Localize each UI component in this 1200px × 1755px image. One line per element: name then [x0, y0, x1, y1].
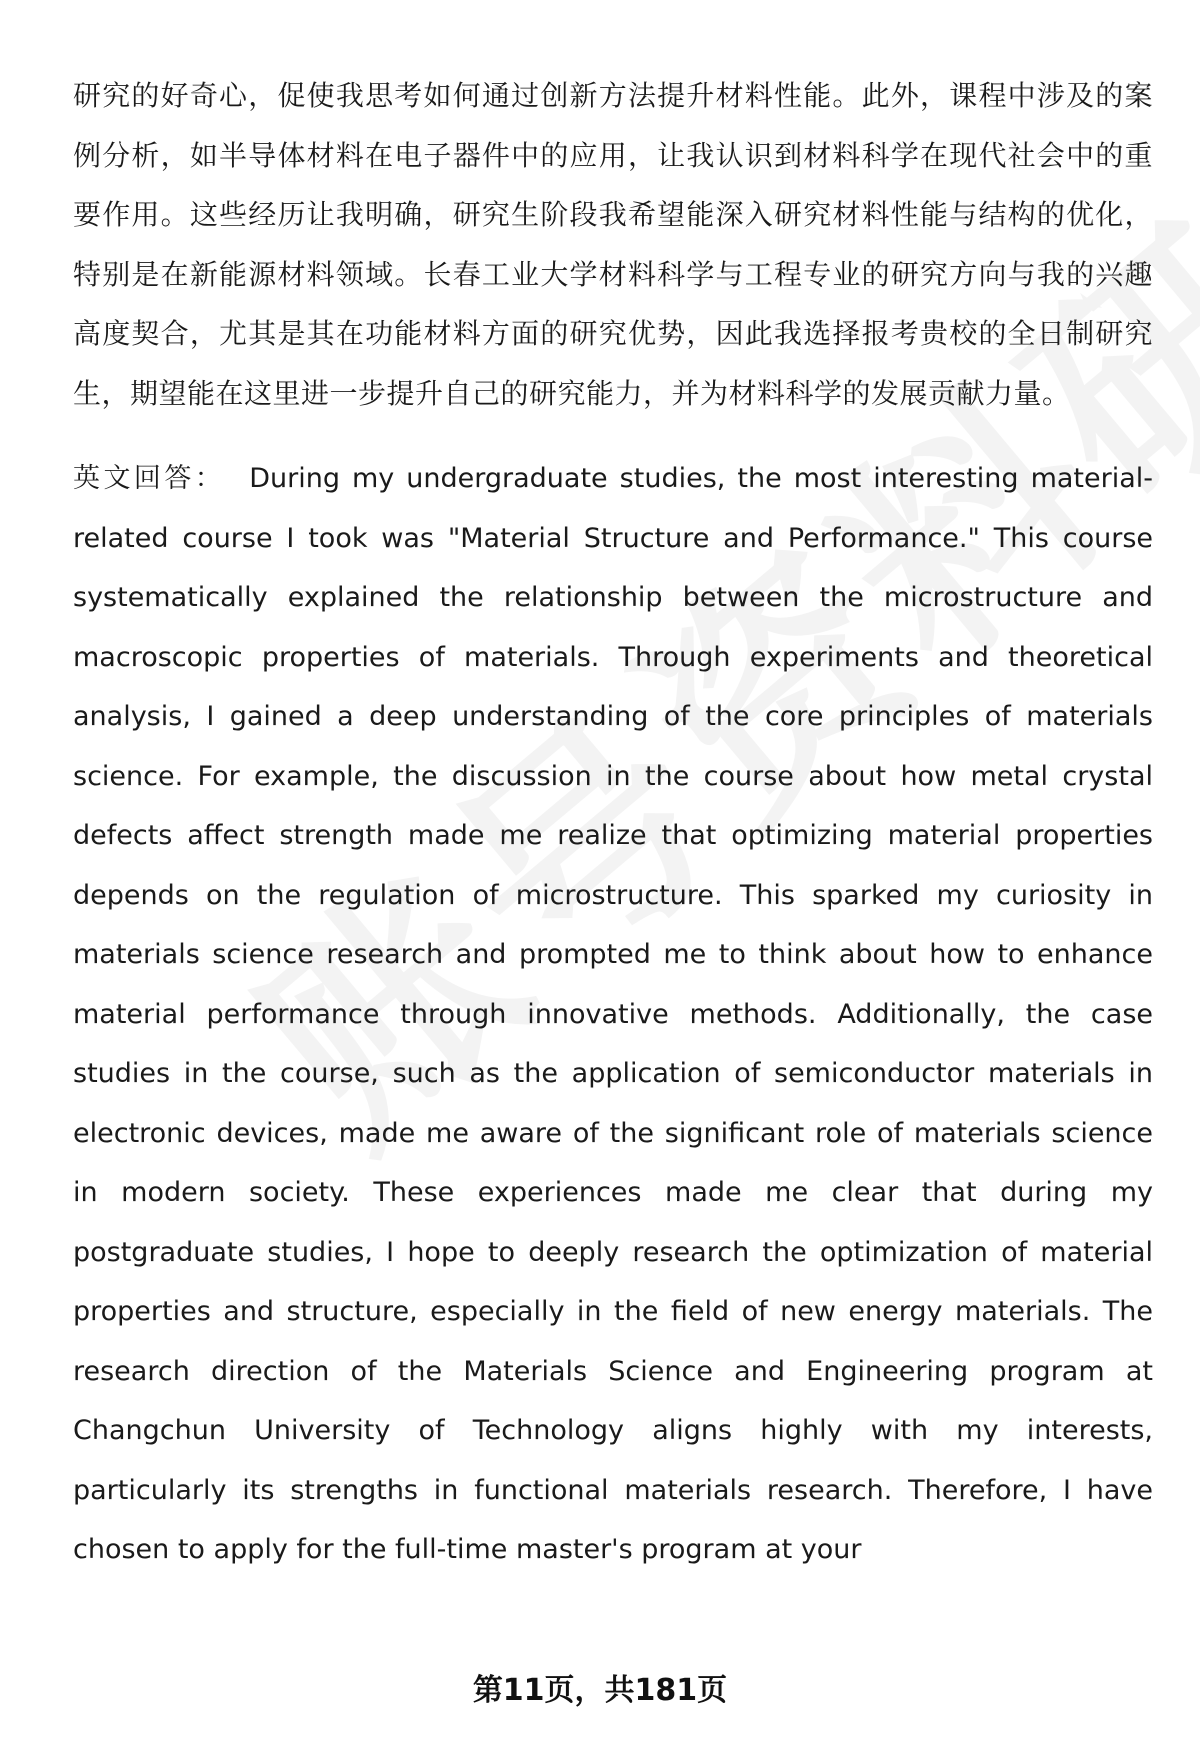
- english-answer-label: 英文回答：: [73, 463, 226, 494]
- chinese-answer-paragraph: 研究的好奇心，促使我思考如何通过创新方法提升材料性能。此外，课程中涉及的案例分析，如半导体材料在电子器件中的应用，让我认识到材料科学在现代社会中的重要作用。这些经历让我明确，研究生阶段我希望能深入研究材料性能与结构的优化，特别是在新能源材料领域。长春工业大学材料科学与工程专业的研究方向与我的兴趣高度契合，尤其是其在功能材料方面的研究优势，因此我选择报考贵校的全日制研究生，期望能在这里进一步提升自己的研究能力，并为材料科学的发展贡献力量。: [73, 79, 1153, 410]
- document-body: [73, 66, 1153, 1580]
- english-answer-text: During my undergraduate studies, the most interesting material-related course I took was "Material Structure and Performance." This course systematically explained the relationship between the microstructure and macroscopic properties of materials. Through experiments and theoretical analysis, I gained a deep understanding of the core principles of materials science. For example, the discussion in the course about how metal crystal defects affect strength made me realize that optimizing material properties depends on the regulation of microstructure. This sparked my curiosity in materials science research and prompted me to think about how to enhance material performance through innovative methods. Additionally, the case studies in the course, such as the application of semiconductor materials in electronic devices, made me aware of the significant role of materials science in modern society. These experiences made me clear that during my postgraduate studies, I hope to deeply research the optimization of material properties and structure, especially in the field of new energy materials. The research direction of the Materials Science and Engineering program at Changchun University of Technology aligns highly with my interests, particularly its strengths in functional materials research. Therefore, I have chosen to apply for the full-time master's program at your: [73, 463, 1153, 1565]
- page-number: 第11页，共181页: [472, 1673, 728, 1708]
- english-answer-paragraph: [73, 449, 1153, 1580]
